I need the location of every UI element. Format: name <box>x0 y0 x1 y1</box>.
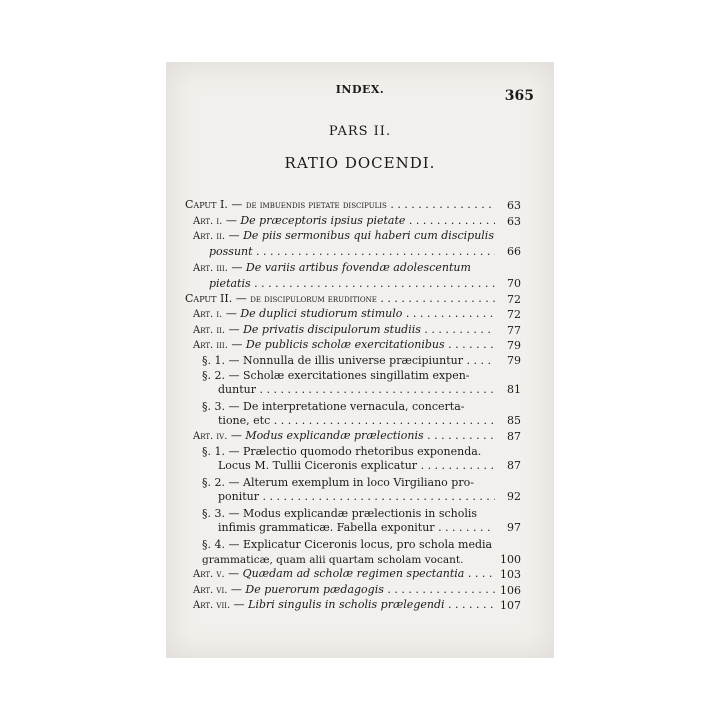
entry-title: Alterum exemplum in loco Virgiliano pro- <box>243 475 474 489</box>
entry-page: 63 <box>507 199 521 212</box>
entry-title-continued: possunt . . . <box>209 245 495 260</box>
entry-separator: — <box>227 261 246 275</box>
entry-separator: — <box>232 291 251 305</box>
toc-entry-art-7 <box>185 598 521 614</box>
toc-entry-caput-2 <box>185 292 521 308</box>
entry-page: 92 <box>507 490 521 504</box>
entry-separator: — <box>222 213 241 227</box>
entry-page: 85 <box>507 414 521 428</box>
entry-separator: — <box>227 338 246 352</box>
entry-prefix: §. 4. <box>202 538 225 552</box>
entry-prefix: Caput I. <box>185 198 228 211</box>
section-title: RATIO DOCENDI. <box>284 154 436 172</box>
entry-title: Explicatur Ciceronis locus, pro schola media <box>243 538 493 552</box>
entry-prefix: Art. vi. <box>193 584 228 596</box>
entry-prefix: §. 1. <box>202 353 225 367</box>
entry-prefix: Art. i. <box>193 215 223 227</box>
entry-prefix: Art. vii. <box>193 600 231 612</box>
toc-entry-art-6 <box>185 583 521 599</box>
toc-entry-section-1 <box>185 354 521 369</box>
entry-prefix: §. 3. <box>202 399 225 413</box>
running-head: INDEX. <box>335 83 385 96</box>
toc-entry-section-3 <box>185 400 521 429</box>
entry-page: 103 <box>500 568 521 582</box>
entry-page: 79 <box>507 339 521 353</box>
entry-title: de imbuendis pietate discipulis <box>245 200 387 211</box>
toc-entry-section-3b <box>185 507 521 536</box>
entry-title: de discipulorum eruditione <box>250 293 377 305</box>
entry-title: Libri singulis in scholis prælegendi <box>248 598 445 612</box>
toc-entry-section-2 <box>185 369 521 398</box>
table-of-contents <box>185 198 521 614</box>
entry-separator: — <box>230 598 249 612</box>
entry-separator: — <box>225 368 243 382</box>
entry-page: 72 <box>507 308 521 322</box>
toc-entry-art-3b <box>185 338 521 354</box>
toc-entry-art-2 <box>185 229 521 259</box>
entry-title-continued: infimis grammaticæ. Fabella exponitur . . . <box>218 521 495 536</box>
entry-title: Modus explicandæ prælectionis <box>245 428 424 442</box>
toc-entry-section-2b <box>185 476 521 505</box>
entry-prefix: Art. iii. <box>193 263 228 275</box>
entry-title-continued: pietatis . . . <box>209 277 495 292</box>
entry-title-continued: Locus M. Tullii Ciceronis explicatur . . . <box>218 459 495 474</box>
entry-separator: — <box>225 229 244 243</box>
entry-separator: — <box>227 582 246 596</box>
toc-entry-section-1b <box>185 445 521 474</box>
entry-title: Quædam ad scholæ regimen spectantia <box>242 567 465 581</box>
entry-page: 72 <box>507 292 521 306</box>
entry-title: Modus explicandæ prælectionis in scholis <box>243 506 478 520</box>
entry-prefix: Art. v. <box>193 569 225 581</box>
entry-title: Scholæ exercitationes singillatim expen- <box>243 368 470 382</box>
entry-separator: — <box>225 353 243 367</box>
entry-prefix: §. 2. <box>202 475 225 489</box>
page-number: 365 <box>504 88 534 104</box>
entry-page: 77 <box>507 323 521 337</box>
toc-entry-art-4 <box>185 429 521 445</box>
entry-title: De duplici studiorum stimulo <box>240 307 403 321</box>
entry-prefix: Art. iv. <box>193 430 228 442</box>
entry-prefix: Art. ii. <box>193 324 226 336</box>
entry-separator: — <box>225 444 243 458</box>
entry-prefix: Art. ii. <box>193 231 226 243</box>
entry-prefix: §. 3. <box>202 506 225 520</box>
entry-title: Prælectio quomodo rhetoribus exponenda. <box>243 444 482 458</box>
entry-separator: — <box>225 538 243 552</box>
book-page <box>166 62 554 658</box>
entry-separator: — <box>227 428 246 442</box>
entry-title: De variis artibus fovendæ adolescentum <box>245 261 471 275</box>
entry-title-continued: grammaticæ, quam alii quartam scholam vocant. <box>202 553 464 566</box>
entry-page: 70 <box>507 276 521 290</box>
entry-separator: — <box>225 475 243 489</box>
toc-entry-art-1b <box>185 307 521 323</box>
entry-page: 87 <box>507 459 521 473</box>
entry-title-continued: tione, etc . . . <box>218 414 495 429</box>
entry-separator: — <box>222 307 241 321</box>
toc-entry-section-4 <box>185 538 521 567</box>
part-title: PARS II. <box>328 124 392 139</box>
toc-entry-art-3 <box>185 261 521 291</box>
entry-page: 81 <box>507 383 521 397</box>
toc-entry-art-1 <box>185 214 521 230</box>
entry-page: 79 <box>507 353 521 367</box>
entry-title: Nonnulla de illis universe præcipiuntur <box>243 353 463 367</box>
entry-prefix: Caput II. <box>185 291 233 305</box>
entry-title-continued: ponitur . . . <box>218 490 495 505</box>
entry-prefix: Art. i. <box>193 309 223 321</box>
entry-prefix: §. 2. <box>202 368 225 382</box>
entry-separator: — <box>227 198 246 211</box>
entry-title: De interpretatione vernacula, concerta- <box>243 399 465 413</box>
entry-page: 66 <box>507 244 521 258</box>
entry-page: 106 <box>500 583 521 597</box>
entry-title: De præceptoris ipsius pietate <box>240 213 406 227</box>
entry-title: De privatis discipulorum studiis <box>243 322 421 336</box>
entry-separator: — <box>225 506 243 520</box>
entry-title: De publicis scholæ exercitationibus <box>245 338 445 352</box>
entry-page: 107 <box>500 599 521 613</box>
entry-page: 97 <box>507 521 521 535</box>
entry-page: 87 <box>507 429 521 443</box>
entry-separator: — <box>225 322 244 336</box>
entry-title: De puerorum pædagogis <box>245 582 384 596</box>
entry-title-continued: duntur . . . <box>218 383 495 398</box>
toc-entry-caput-1 <box>185 198 521 214</box>
entry-separator: — <box>224 567 243 581</box>
entry-prefix: §. 1. <box>202 444 225 458</box>
entry-title: De piis sermonibus qui haberi cum discipulis <box>243 229 494 243</box>
toc-entry-art-2b <box>185 323 521 339</box>
entry-separator: — <box>225 399 243 413</box>
toc-entry-art-5 <box>185 567 521 583</box>
entry-page: 100 <box>500 552 521 566</box>
entry-prefix: Art. iii. <box>193 340 228 352</box>
entry-page: 63 <box>507 214 521 228</box>
